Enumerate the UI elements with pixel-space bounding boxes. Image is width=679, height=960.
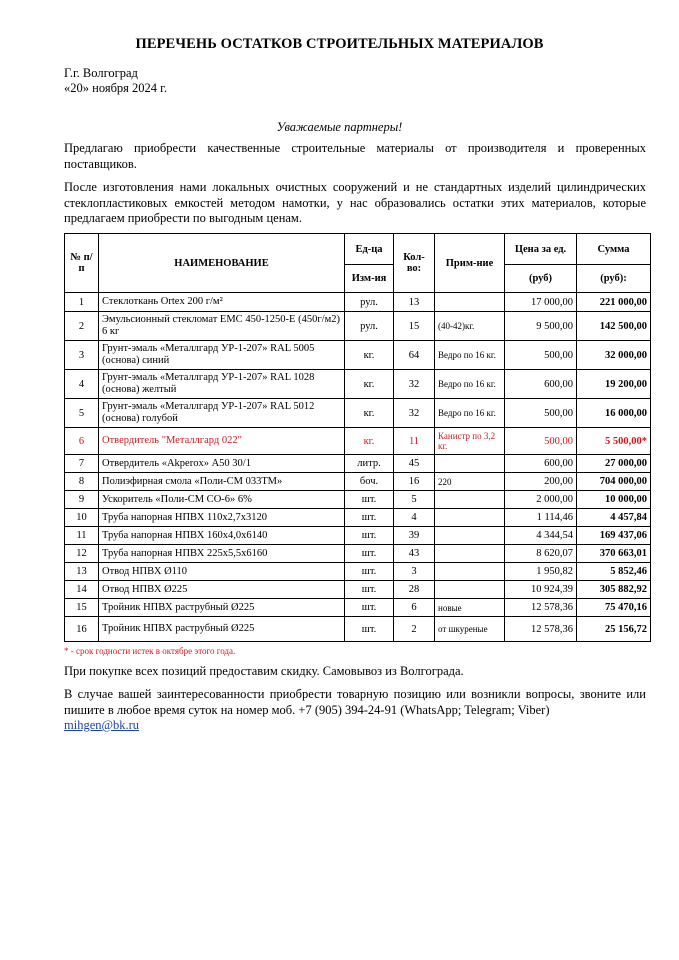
row-sum: 4 457,84 [577, 509, 651, 527]
row-name: Труба напорная НПВХ 225х5,5х6160 [99, 545, 345, 563]
row-sum: 5 852,46 [577, 563, 651, 581]
table-row [65, 527, 651, 545]
row-qty: 64 [394, 341, 435, 370]
table-row [65, 341, 651, 370]
row-price: 9 500,00 [505, 312, 577, 341]
row-name: Труба напорная НПВХ 110х2,7х3120 [99, 509, 345, 527]
footnote: * - срок годности истек в октябре этого года. [64, 646, 236, 656]
row-number: 16 [65, 617, 99, 642]
row-unit: шт. [345, 509, 394, 527]
row-name: Грунт-эмаль «Металлгард УР-1-207» RAL 1028 (основа) желтый [99, 370, 345, 399]
row-name: Тройник НПВХ раструбный Ø225 [99, 599, 345, 617]
table-row [65, 581, 651, 599]
document-title: ПЕРЕЧЕНЬ ОСТАТКОВ СТРОИТЕЛЬНЫХ МАТЕРИАЛОВ [135, 36, 544, 52]
table-row [65, 293, 651, 312]
row-qty: 32 [394, 399, 435, 428]
row-sum: 19 200,00 [577, 370, 651, 399]
row-price: 12 578,36 [505, 617, 577, 642]
row-note [435, 581, 505, 599]
row-number: 7 [65, 455, 99, 473]
contact-paragraph [64, 687, 646, 734]
row-name: Отвердитель «Akperox» А50 30/1 [99, 455, 345, 473]
row-price: 200,00 [505, 473, 577, 491]
header-sum-top: Сумма [577, 234, 651, 265]
row-number: 1 [65, 293, 99, 312]
row-unit: рул. [345, 312, 394, 341]
row-sum: 75 470,16 [577, 599, 651, 617]
row-price: 500,00 [505, 341, 577, 370]
row-number: 11 [65, 527, 99, 545]
row-unit: шт. [345, 563, 394, 581]
row-number: 12 [65, 545, 99, 563]
row-price: 2 000,00 [505, 491, 577, 509]
row-sum: 10 000,00 [577, 491, 651, 509]
row-note: новые [435, 599, 505, 617]
row-number: 3 [65, 341, 99, 370]
table-row [65, 399, 651, 428]
header-num: № п/п [65, 234, 99, 293]
contact-text: В случае вашей заинтересованности приобрести товарную позицию или возникли вопросы, звоните или пишите в любое время суток на номер моб. +7 (905) 394-24-91 (WhatsApp; Telegram; Viber) [64, 687, 646, 717]
row-sum: 27 000,00 [577, 455, 651, 473]
row-number: 8 [65, 473, 99, 491]
row-sum: 221 000,00 [577, 293, 651, 312]
row-name: Грунт-эмаль «Металлгард УР-1-207» RAL 5012 (основа) голубой [99, 399, 345, 428]
row-number: 4 [65, 370, 99, 399]
row-price: 17 000,00 [505, 293, 577, 312]
row-number: 14 [65, 581, 99, 599]
row-sum: 25 156,72 [577, 617, 651, 642]
row-note [435, 563, 505, 581]
row-price: 500,00 [505, 428, 577, 455]
row-unit: шт. [345, 581, 394, 599]
intro-paragraph-1: Предлагаю приобрести качественные строительные материалы от производителя и проверенных поставщиков. [64, 141, 646, 171]
city-line: Г.г. Волгоград [64, 66, 138, 80]
row-price: 1 114,46 [505, 509, 577, 527]
row-name: Отвердитель "Металлгард 022" [99, 428, 345, 455]
row-note: (40-42)кг. [435, 312, 505, 341]
row-sum: 169 437,06 [577, 527, 651, 545]
row-price: 10 924,39 [505, 581, 577, 599]
header-price-top: Цена за ед. [505, 234, 577, 265]
header-unit-top: Ед-ца [345, 234, 394, 265]
row-number: 10 [65, 509, 99, 527]
table-row [65, 617, 651, 642]
header-name: НАИМЕНОВАНИЕ [99, 234, 345, 293]
row-sum: 16 000,00 [577, 399, 651, 428]
row-price: 1 950,82 [505, 563, 577, 581]
row-unit: кг. [345, 428, 394, 455]
table-row [65, 312, 651, 341]
row-sum: 305 882,92 [577, 581, 651, 599]
row-price: 600,00 [505, 455, 577, 473]
table-row [65, 545, 651, 563]
row-name: Полиэфирная смола «Поли-СМ 033ТМ» [99, 473, 345, 491]
row-qty: 4 [394, 509, 435, 527]
header-price-bottom: (руб) [505, 265, 577, 293]
row-name: Эмульсионный стекломат ЕМС 450-1250-Е (450г/м2) 6 кг [99, 312, 345, 341]
row-price: 500,00 [505, 399, 577, 428]
row-name: Ускоритель «Поли-СМ СО-6» 6% [99, 491, 345, 509]
row-unit: литр. [345, 455, 394, 473]
row-qty: 11 [394, 428, 435, 455]
row-note: 220 [435, 473, 505, 491]
row-sum: 32 000,00 [577, 341, 651, 370]
table-row [65, 455, 651, 473]
table-row [65, 599, 651, 617]
row-sum: 370 663,01 [577, 545, 651, 563]
row-qty: 2 [394, 617, 435, 642]
row-price: 12 578,36 [505, 599, 577, 617]
row-number: 9 [65, 491, 99, 509]
row-qty: 16 [394, 473, 435, 491]
row-note [435, 509, 505, 527]
table-row [65, 473, 651, 491]
city-date-block [64, 66, 167, 96]
row-name: Отвод НПВХ Ø110 [99, 563, 345, 581]
row-qty: 28 [394, 581, 435, 599]
row-note [435, 545, 505, 563]
header-unit-bottom: Изм-ия [345, 265, 394, 293]
row-qty: 15 [394, 312, 435, 341]
row-name: Грунт-эмаль «Металлгард УР-1-207» RAL 5005 (основа) синий [99, 341, 345, 370]
row-sum: 704 000,00 [577, 473, 651, 491]
greeting: Уважаемые партнеры! [276, 120, 403, 134]
row-unit: боч. [345, 473, 394, 491]
row-qty: 6 [394, 599, 435, 617]
row-note: Ведро по 16 кг. [435, 370, 505, 399]
row-qty: 3 [394, 563, 435, 581]
row-number: 6 [65, 428, 99, 455]
row-qty: 43 [394, 545, 435, 563]
table-row [65, 563, 651, 581]
row-unit: кг. [345, 370, 394, 399]
row-sum: 5 500,00* [577, 428, 651, 455]
header-note: Прим-ние [435, 234, 505, 293]
intro-paragraph-2: После изготовления нами локальных очистных сооружений и не стандартных изделий цилиндрических стеклопластиковых емкостей методом намотки, у нас образовались остатки этих материалов, которые предлагаем приобрести по выгодным ценам. [64, 180, 646, 225]
row-qty: 39 [394, 527, 435, 545]
row-qty: 5 [394, 491, 435, 509]
row-note [435, 455, 505, 473]
row-name: Труба напорная НПВХ 160х4,0х6140 [99, 527, 345, 545]
row-note: Ведро по 16 кг. [435, 341, 505, 370]
row-number: 5 [65, 399, 99, 428]
row-name: Отвод НПВХ Ø225 [99, 581, 345, 599]
row-name: Стеклоткань Ortex 200 г/м² [99, 293, 345, 312]
row-unit: кг. [345, 341, 394, 370]
row-name: Тройник НПВХ раструбный Ø225 [99, 617, 345, 642]
row-price: 4 344,54 [505, 527, 577, 545]
row-sum: 142 500,00 [577, 312, 651, 341]
row-note [435, 527, 505, 545]
row-number: 2 [65, 312, 99, 341]
row-unit: шт. [345, 617, 394, 642]
row-note [435, 491, 505, 509]
discount-paragraph: При покупке всех позиций предоставим скидку. Самовывоз из Волгограда. [64, 664, 464, 678]
table-row [65, 370, 651, 399]
table-row [65, 491, 651, 509]
row-note [435, 293, 505, 312]
date-line: «20» ноября 2024 г. [64, 81, 168, 95]
row-note: Ведро по 16 кг. [435, 399, 505, 428]
row-unit: шт. [345, 545, 394, 563]
table-row [65, 509, 651, 527]
row-qty: 45 [394, 455, 435, 473]
materials-table [64, 233, 651, 642]
email-link[interactable]: mihgen@bk.ru [64, 718, 140, 732]
row-unit: кг. [345, 399, 394, 428]
row-number: 15 [65, 599, 99, 617]
row-unit: шт. [345, 527, 394, 545]
row-unit: шт. [345, 599, 394, 617]
row-qty: 32 [394, 370, 435, 399]
header-sum-bottom: (руб): [577, 265, 651, 293]
row-note: от шкуреные [435, 617, 505, 642]
row-number: 13 [65, 563, 99, 581]
row-unit: рул. [345, 293, 394, 312]
row-unit: шт. [345, 491, 394, 509]
row-note: Канистр по 3,2 кг. [435, 428, 505, 455]
row-price: 8 620,07 [505, 545, 577, 563]
row-qty: 13 [394, 293, 435, 312]
header-qty: Кол-во: [394, 234, 435, 293]
row-price: 600,00 [505, 370, 577, 399]
table-row [65, 428, 651, 455]
